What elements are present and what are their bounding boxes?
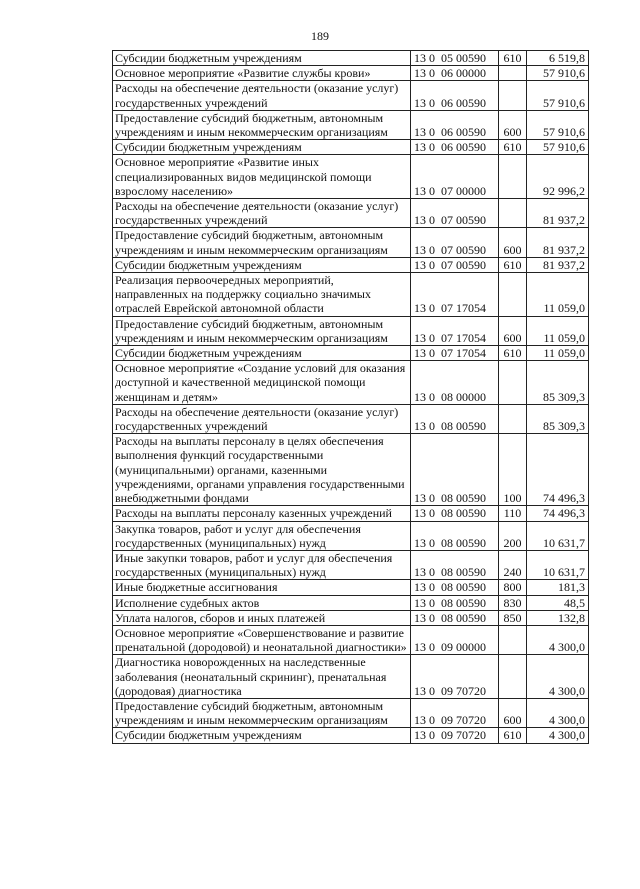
row-name-cell: Основное мероприятие «Развитие иных специализированных видов медицинской помощи взрослому населению» xyxy=(113,155,411,199)
row-name-cell: Закупка товаров, работ и услуг для обеспечения государственных (муниципальных) нужд xyxy=(113,521,411,550)
row-amount-cell: 11 059,0 xyxy=(527,316,589,345)
row-name-cell: Субсидии бюджетным учреждениям xyxy=(113,728,411,743)
row-expense-type-cell: 830 xyxy=(499,595,527,610)
row-name-cell: Реализация первоочередных мероприятий, направленных на поддержку социально значимых отраслей Еврейской автономной области xyxy=(113,273,411,317)
table-row xyxy=(113,51,589,66)
row-name-cell: Расходы на выплаты персоналу казенных учреждений xyxy=(113,506,411,521)
budget-table-body xyxy=(113,51,589,744)
row-amount-cell: 181,3 xyxy=(527,580,589,595)
table-row xyxy=(113,110,589,139)
table-row xyxy=(113,434,589,506)
row-expense-type-cell xyxy=(499,273,527,317)
row-name-cell: Субсидии бюджетным учреждениям xyxy=(113,51,411,66)
row-code-cell: 13 0 08 00590 xyxy=(411,595,499,610)
row-expense-type-cell xyxy=(499,155,527,199)
row-code-cell: 13 0 08 00590 xyxy=(411,610,499,625)
row-name-cell: Исполнение судебных актов xyxy=(113,595,411,610)
row-amount-cell: 57 910,6 xyxy=(527,81,589,110)
row-name-cell: Диагностика новорожденных на наследственные заболевания (неонатальный скрининг), пренатальная (дородовая) диагностика xyxy=(113,655,411,699)
row-expense-type-cell: 240 xyxy=(499,550,527,579)
row-code-cell: 13 0 06 00000 xyxy=(411,66,499,81)
row-code-cell: 13 0 07 17054 xyxy=(411,273,499,317)
row-amount-cell: 57 910,6 xyxy=(527,140,589,155)
table-row xyxy=(113,155,589,199)
row-name-cell: Предоставление субсидий бюджетным, автономным учреждениям и иным некоммерческим организациям xyxy=(113,110,411,139)
row-code-cell: 13 0 07 17054 xyxy=(411,346,499,361)
row-amount-cell: 57 910,6 xyxy=(527,66,589,81)
table-row xyxy=(113,140,589,155)
row-code-cell: 13 0 06 00590 xyxy=(411,110,499,139)
row-name-cell: Основное мероприятие «Совершенствование и развитие пренатальной (дородовой) и неонатальной диагностики» xyxy=(113,625,411,654)
table-row xyxy=(113,316,589,345)
row-code-cell: 13 0 06 00590 xyxy=(411,140,499,155)
row-code-cell: 13 0 07 00000 xyxy=(411,155,499,199)
row-name-cell: Уплата налогов, сборов и иных платежей xyxy=(113,610,411,625)
table-row xyxy=(113,698,589,727)
row-amount-cell: 11 059,0 xyxy=(527,346,589,361)
row-expense-type-cell: 610 xyxy=(499,51,527,66)
row-amount-cell: 11 059,0 xyxy=(527,273,589,317)
row-code-cell: 13 0 08 00590 xyxy=(411,404,499,433)
table-row xyxy=(113,361,589,405)
row-name-cell: Предоставление субсидий бюджетным, автономным учреждениям и иным некоммерческим организациям xyxy=(113,316,411,345)
row-expense-type-cell xyxy=(499,404,527,433)
row-amount-cell: 81 937,2 xyxy=(527,199,589,228)
row-code-cell: 13 0 09 70720 xyxy=(411,728,499,743)
table-row xyxy=(113,228,589,257)
row-code-cell: 13 0 07 00590 xyxy=(411,199,499,228)
row-name-cell: Предоставление субсидий бюджетным, автономным учреждениям и иным некоммерческим организациям xyxy=(113,698,411,727)
row-amount-cell: 132,8 xyxy=(527,610,589,625)
row-expense-type-cell xyxy=(499,81,527,110)
row-amount-cell: 48,5 xyxy=(527,595,589,610)
row-code-cell: 13 0 07 17054 xyxy=(411,316,499,345)
row-name-cell: Субсидии бюджетным учреждениям xyxy=(113,257,411,272)
row-amount-cell: 4 300,0 xyxy=(527,728,589,743)
row-expense-type-cell: 200 xyxy=(499,521,527,550)
table-row xyxy=(113,728,589,743)
row-name-cell: Субсидии бюджетным учреждениям xyxy=(113,140,411,155)
row-amount-cell: 81 937,2 xyxy=(527,257,589,272)
row-code-cell: 13 0 08 00590 xyxy=(411,580,499,595)
row-code-cell: 13 0 08 00590 xyxy=(411,521,499,550)
table-row xyxy=(113,273,589,317)
row-expense-type-cell: 100 xyxy=(499,434,527,506)
row-expense-type-cell: 600 xyxy=(499,316,527,345)
row-code-cell: 13 0 05 00590 xyxy=(411,51,499,66)
page-number: 189 xyxy=(311,29,329,43)
row-expense-type-cell: 850 xyxy=(499,610,527,625)
row-amount-cell: 10 631,7 xyxy=(527,550,589,579)
row-amount-cell: 10 631,7 xyxy=(527,521,589,550)
row-code-cell: 13 0 08 00590 xyxy=(411,434,499,506)
table-row xyxy=(113,521,589,550)
row-amount-cell: 81 937,2 xyxy=(527,228,589,257)
row-amount-cell: 92 996,2 xyxy=(527,155,589,199)
row-expense-type-cell xyxy=(499,625,527,654)
row-amount-cell: 4 300,0 xyxy=(527,655,589,699)
row-amount-cell: 4 300,0 xyxy=(527,625,589,654)
row-code-cell: 13 0 06 00590 xyxy=(411,81,499,110)
row-name-cell: Основное мероприятие «Развитие службы крови» xyxy=(113,66,411,81)
table-row xyxy=(113,625,589,654)
row-amount-cell: 85 309,3 xyxy=(527,404,589,433)
row-code-cell: 13 0 08 00590 xyxy=(411,550,499,579)
row-name-cell: Субсидии бюджетным учреждениям xyxy=(113,346,411,361)
table-row xyxy=(113,81,589,110)
row-expense-type-cell xyxy=(499,361,527,405)
row-expense-type-cell: 110 xyxy=(499,506,527,521)
row-name-cell: Расходы на обеспечение деятельности (оказание услуг) государственных учреждений xyxy=(113,81,411,110)
table-row xyxy=(113,655,589,699)
row-amount-cell: 85 309,3 xyxy=(527,361,589,405)
row-name-cell: Иные закупки товаров, работ и услуг для обеспечения государственных (муниципальных) нужд xyxy=(113,550,411,579)
row-expense-type-cell: 610 xyxy=(499,140,527,155)
row-expense-type-cell: 800 xyxy=(499,580,527,595)
row-name-cell: Расходы на выплаты персоналу в целях обеспечения выполнения функций государственными (муниципальными) органами, казенными учреждениями, органами управления государственными внебюджетными фондами xyxy=(113,434,411,506)
row-expense-type-cell: 610 xyxy=(499,257,527,272)
row-code-cell: 13 0 09 70720 xyxy=(411,655,499,699)
row-expense-type-cell xyxy=(499,66,527,81)
row-code-cell: 13 0 07 00590 xyxy=(411,228,499,257)
row-name-cell: Расходы на обеспечение деятельности (оказание услуг) государственных учреждений xyxy=(113,404,411,433)
row-code-cell: 13 0 08 00000 xyxy=(411,361,499,405)
row-amount-cell: 74 496,3 xyxy=(527,434,589,506)
row-expense-type-cell: 600 xyxy=(499,698,527,727)
row-amount-cell: 74 496,3 xyxy=(527,506,589,521)
table-row xyxy=(113,595,589,610)
row-amount-cell: 4 300,0 xyxy=(527,698,589,727)
table-row xyxy=(113,257,589,272)
row-expense-type-cell xyxy=(499,199,527,228)
table-row xyxy=(113,66,589,81)
row-code-cell: 13 0 09 00000 xyxy=(411,625,499,654)
row-name-cell: Иные бюджетные ассигнования xyxy=(113,580,411,595)
table-row xyxy=(113,404,589,433)
table-row xyxy=(113,346,589,361)
row-name-cell: Предоставление субсидий бюджетным, автономным учреждениям и иным некоммерческим организациям xyxy=(113,228,411,257)
row-code-cell: 13 0 09 70720 xyxy=(411,698,499,727)
table-row xyxy=(113,199,589,228)
row-expense-type-cell xyxy=(499,655,527,699)
table-row xyxy=(113,610,589,625)
row-amount-cell: 57 910,6 xyxy=(527,110,589,139)
table-row xyxy=(113,550,589,579)
row-code-cell: 13 0 07 00590 xyxy=(411,257,499,272)
row-name-cell: Основное мероприятие «Создание условий для оказания доступной и качественной медицинской помощи женщинам и детям» xyxy=(113,361,411,405)
table-row xyxy=(113,506,589,521)
table-row xyxy=(113,580,589,595)
row-expense-type-cell: 600 xyxy=(499,110,527,139)
row-name-cell: Расходы на обеспечение деятельности (оказание услуг) государственных учреждений xyxy=(113,199,411,228)
row-expense-type-cell: 600 xyxy=(499,228,527,257)
row-expense-type-cell: 610 xyxy=(499,346,527,361)
row-expense-type-cell: 610 xyxy=(499,728,527,743)
row-amount-cell: 6 519,8 xyxy=(527,51,589,66)
row-code-cell: 13 0 08 00590 xyxy=(411,506,499,521)
budget-table xyxy=(112,50,589,744)
